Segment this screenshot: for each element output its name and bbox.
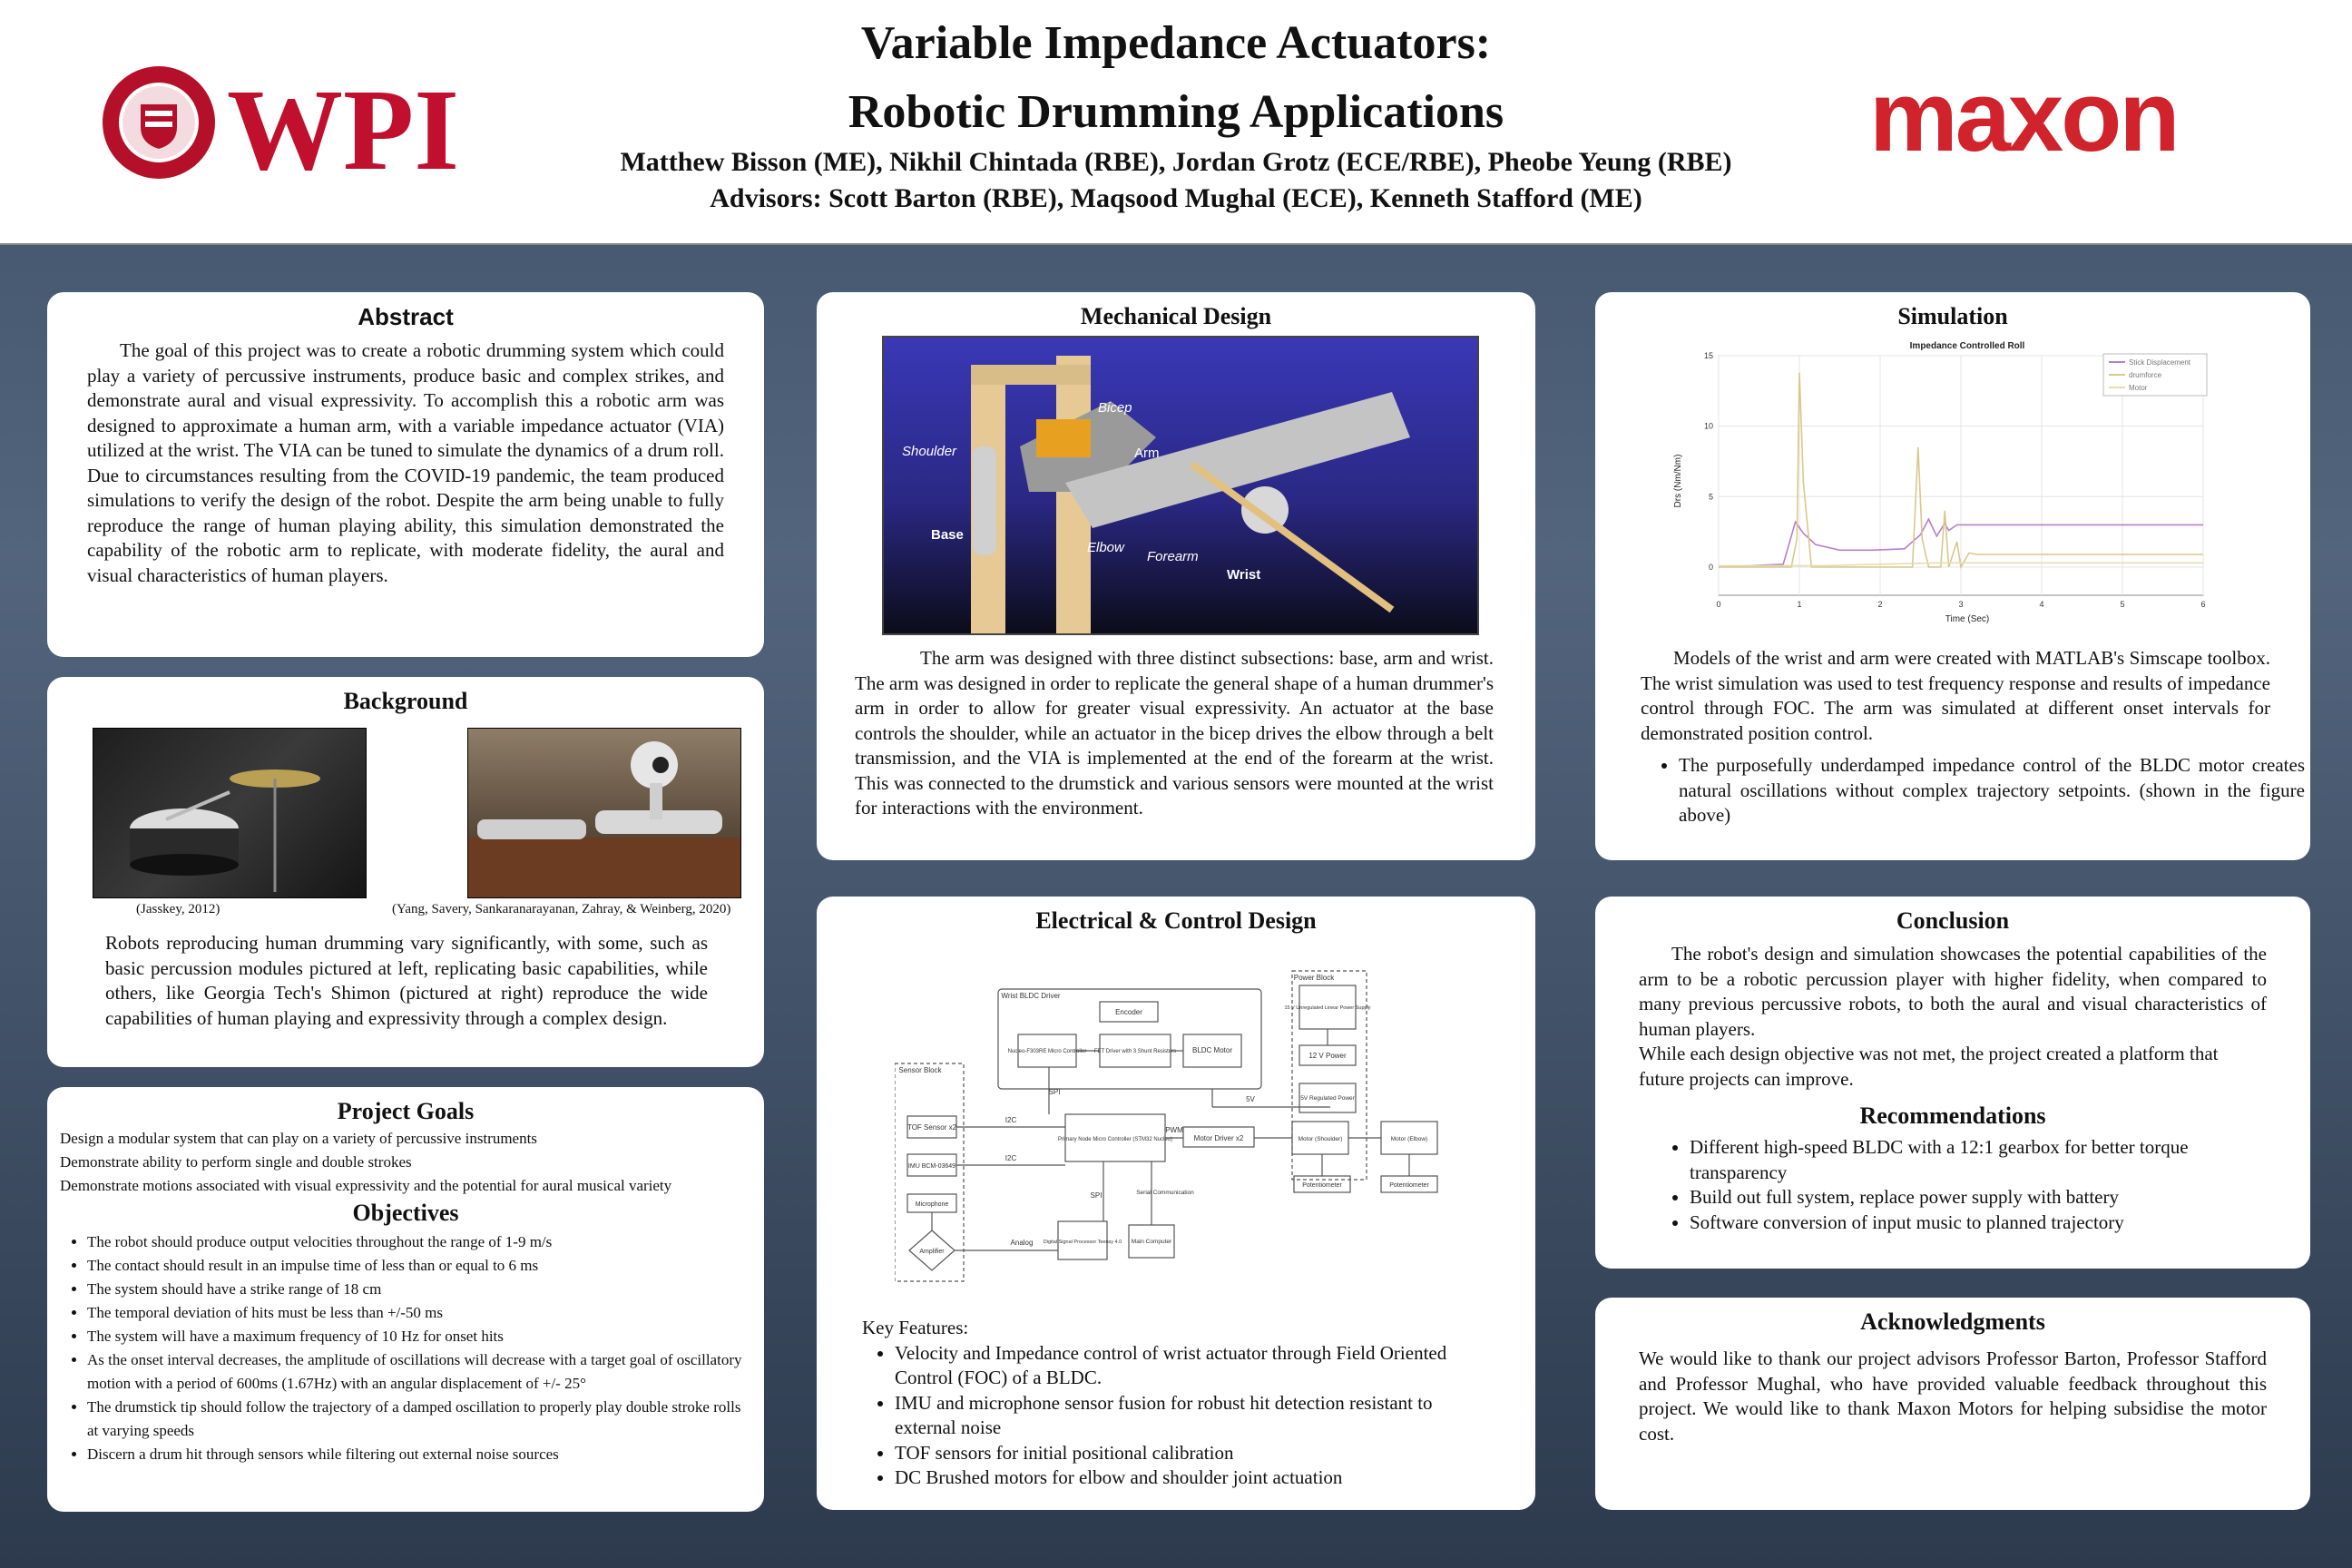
dg-pwm: PWM xyxy=(1165,1126,1183,1134)
dg-main-computer: Main Computer xyxy=(1131,1239,1172,1245)
objective-item: • The system will have a maximum frequency of 10 Hz for onset hits xyxy=(87,1325,751,1348)
dg-wrist-group: Wrist BLDC Driver xyxy=(1001,992,1061,1000)
advisors: Advisors: Scott Barton (RBE), Maqsood Mughal (ECE), Kenneth Stafford (ME) xyxy=(710,183,1642,213)
conclusion-panel xyxy=(1595,897,2310,1269)
x-tick-label: 6 xyxy=(2200,600,2206,609)
dg-encoder: Encoder xyxy=(1115,1008,1142,1016)
dg-motor-shoulder: Motor (Shoulder) xyxy=(1298,1136,1343,1142)
dg-sensor-group: Sensor Block xyxy=(898,1066,942,1074)
background-caption-right: (Yang, Savery, Sankaranarayanan, Zahray, & Weinberg, 2020) xyxy=(392,902,731,916)
objective-item: • The temporal deviation of hits must be less than +/-50 ms xyxy=(87,1301,751,1325)
label-bicep: Bicep xyxy=(1098,400,1132,416)
objectives-heading: Objectives xyxy=(352,1200,459,1226)
conclusion-text-2: While each design objective was not met, the project created a platform that future projects can improve. xyxy=(1639,1043,2219,1090)
key-features-list xyxy=(862,1341,1497,1491)
label-arm: Arm xyxy=(1134,446,1160,461)
dg-v5b: 5V xyxy=(1246,1095,1255,1103)
key-features-heading: Key Features: xyxy=(862,1317,969,1338)
label-forearm: Forearm xyxy=(1147,549,1199,564)
dg-v15: 15 V Unregulated Linear Power Supply xyxy=(1284,1005,1371,1011)
drum-kit-image xyxy=(93,728,367,898)
y-tick-label: 5 xyxy=(1708,492,1713,502)
dg-imu: IMU BCM-03649 xyxy=(907,1163,956,1170)
project-goals-panel xyxy=(47,1087,764,1512)
dg-pot1: Potentiometer xyxy=(1302,1182,1342,1189)
simulation-panel xyxy=(1595,292,2310,860)
dg-bldc: BLDC Motor xyxy=(1191,1046,1233,1054)
dg-analog: Analog xyxy=(1010,1239,1034,1247)
abstract-text: The goal of this project was to create a robotic drumming system which could play a variety of percussive instruments, produce basic and complex strikes, and demonstrate aural and visual expressivity. To accomplish this a robotic arm was designed to approximate a human arm, with a variable impedance actuator (VIA) utilized at the wrist. The VIA can be tuned to simulate the dynamics of a drum roll. Due to circumstances resulting from the COVID-19 pandemic, the team produced simulations to verify the design of the robot. Despite the arm being unable to fully reproduce the range of human playing ability, this simulation demonstrated the capability of the robotic arm to replicate, with moderate fidelity, the aural and visual characteristics of human players. xyxy=(87,339,724,586)
background-caption-left: (Jasskey, 2012) xyxy=(136,902,220,916)
dg-serial: Serial Communication xyxy=(1136,1190,1194,1196)
x-tick-label: 0 xyxy=(1716,600,1721,609)
feature-item: • TOF sensors for initial positional calibration xyxy=(895,1441,1497,1466)
background-panel xyxy=(47,677,764,1067)
control-block-diagram xyxy=(895,962,1457,1289)
mechanical-heading: Mechanical Design xyxy=(1080,303,1272,329)
simulation-bullets xyxy=(1646,753,2305,828)
background-text: Robots reproducing human drumming vary significantly, with some, such as basic percussion modules pictured at left, replicating basic capabilities, while others, like Georgia Tech's Shimon (pictured at right) reproduce the wide capabilities of human playing and expressivity through a complex design. xyxy=(105,932,708,1029)
background-heading: Background xyxy=(343,688,468,714)
dg-dsp: Digital Signal Processor Teensy 4.0 xyxy=(1043,1240,1122,1245)
dg-amp: Amplifier xyxy=(919,1249,945,1255)
simulation-heading: Simulation xyxy=(1897,303,2008,329)
arm-cad-image xyxy=(882,336,1479,635)
legend-entry: Stick Displacement xyxy=(2129,358,2191,367)
chart-xlabel: Time (Sec) xyxy=(1945,614,1990,624)
shimon-robot-image xyxy=(467,728,741,898)
dg-mic: Microphone xyxy=(915,1201,949,1208)
x-tick-label: 5 xyxy=(2120,600,2125,609)
feature-item: • Velocity and Impedance control of wrist actuator through Field Oriented Control (FOC) of a BLDC. xyxy=(895,1341,1497,1391)
recommendations-heading: Recommendations xyxy=(1859,1102,2046,1129)
objective-item: • As the onset interval decreases, the amplitude of oscillations will decrease with a target goal of oscillatory motion with a period of 600ms (1.67Hz) with an angular displacement of +/- 25° xyxy=(87,1348,751,1396)
electrical-control-panel xyxy=(817,897,1535,1510)
chart-legend xyxy=(2103,354,2207,396)
dg-tof: TOF Sensor x2 xyxy=(906,1123,957,1132)
acknowledgments-panel xyxy=(1595,1298,2310,1510)
dg-i2c1: I2C xyxy=(1004,1116,1017,1124)
goal-item: Demonstrate ability to perform single and double strokes xyxy=(60,1153,412,1171)
legend-entry: Motor xyxy=(2129,384,2148,392)
recommendation-item: • Different high-speed BLDC with a 12:1 gearbox for better torque transparency xyxy=(1690,1135,2225,1185)
chart-title: Impedance Controlled Roll xyxy=(1909,341,2025,351)
impedance-roll-chart xyxy=(1668,336,2230,626)
goal-item: Demonstrate motions associated with visual expressivity and the potential for aural musical variety xyxy=(60,1177,672,1194)
legend-entry: drumforce xyxy=(2129,371,2162,379)
objective-item: • The contact should result in an impulse time of less than or equal to 6 ms xyxy=(87,1254,751,1278)
dg-primary: Primary Node Micro Controller (STM32 Nucleo) xyxy=(1057,1137,1173,1142)
label-wrist: Wrist xyxy=(1227,567,1261,583)
key-features xyxy=(862,1316,1497,1491)
dg-spi2: SPI xyxy=(1090,1191,1102,1200)
conclusion-text: The robot's design and simulation showcases the potential capabilities of the arm to be a robotic percussion player with higher fidelity, when compared to many previous percussive robots, to both the aural and visual characteristics of human players. xyxy=(1639,943,2267,1040)
x-tick-label: 3 xyxy=(1958,600,1964,609)
dg-power-group: Power Block xyxy=(1293,974,1335,982)
electrical-heading: Electrical & Control Design xyxy=(1035,907,1317,934)
poster-title-line1: Variable Impedance Actuators: xyxy=(860,17,1492,69)
dg-motor-driver: Motor Driver x2 xyxy=(1193,1134,1244,1142)
y-tick-label: 15 xyxy=(1703,351,1713,360)
mechanical-design-panel xyxy=(817,292,1535,860)
label-base: Base xyxy=(931,527,964,543)
dg-v5: 5V Regulated Power xyxy=(1300,1095,1355,1102)
authors: Matthew Bisson (ME), Nikhil Chintada (RBE), Jordan Grotz (ECE/RBE), Pheobe Yeung (RBE) xyxy=(620,147,1732,177)
x-tick-label: 2 xyxy=(1877,600,1883,609)
label-shoulder: Shoulder xyxy=(902,444,957,459)
project-goals-list xyxy=(60,1127,751,1198)
chart-ylabel: Drs (Nm/Nm) xyxy=(1673,454,1683,508)
label-elbow: Elbow xyxy=(1087,540,1124,555)
x-tick-label: 4 xyxy=(2039,600,2044,609)
acknowledgments-text: We would like to thank our project advisors Professor Barton, Professor Stafford and Professor Mughal, who have provided valuable feedback throughout this project. We would like to thank Maxon Motors for helping subsidise the motor cost. xyxy=(1639,1348,2267,1445)
acknowledgments-heading: Acknowledgments xyxy=(1860,1308,2045,1335)
mechanical-text: The arm was designed with three distinct subsections: base, arm and wrist. The arm was designed in order to replicate the general shape of a human drummer's arm in order to allow for greater visual expressivity. An actuator at the base controls the shoulder, while an actuator in the bicep drives the elbow through a belt transmission, and the VIA is implemented at the end of the forearm at the wrist. This was connected to the drumstick and various sensors were mounted at the wrist for interactions with the environment. xyxy=(855,647,1494,818)
objective-item: • The robot should produce output velocities throughout the range of 1-9 m/s xyxy=(87,1230,751,1254)
dg-pot2: Potentiometer xyxy=(1389,1182,1429,1189)
conclusion-heading: Conclusion xyxy=(1896,907,2010,934)
feature-item: • DC Brushed motors for elbow and shoulder joint actuation xyxy=(895,1465,1497,1491)
abstract-heading: Abstract xyxy=(358,303,454,330)
x-tick-label: 1 xyxy=(1797,600,1802,609)
objectives-list xyxy=(60,1230,751,1466)
project-goals-heading: Project Goals xyxy=(337,1098,475,1124)
y-tick-label: 0 xyxy=(1708,562,1713,572)
simulation-text: Models of the wrist and arm were created with MATLAB's Simscape toolbox. The wrist simulation was used to test frequency response and results of impedance control through FOC. The arm was simulated at different onset intervals for demonstrated position control. xyxy=(1641,647,2270,744)
poster-header xyxy=(0,0,2352,245)
y-tick-label: 10 xyxy=(1703,421,1713,431)
objective-item: • The system should have a strike range of 18 cm xyxy=(87,1278,751,1301)
maxon-logo: maxon xyxy=(1869,61,2178,172)
wpi-logo-text: WPI xyxy=(227,65,459,181)
dg-nucleo: Nucleo-F303RE Micro Controller xyxy=(1007,1049,1087,1054)
goal-item: Design a modular system that can play on a variety of percussive instruments xyxy=(60,1130,537,1147)
feature-item: • IMU and microphone sensor fusion for robust hit detection resistant to external noise xyxy=(895,1391,1497,1441)
poster-title-line2: Robotic Drumming Applications xyxy=(848,86,1504,138)
abstract-panel xyxy=(47,292,764,657)
objective-item: • Discern a drum hit through sensors while filtering out external noise sources xyxy=(87,1443,751,1466)
recommendation-item: • Software conversion of input music to planned trajectory xyxy=(1690,1210,2225,1236)
dg-fet: FET Driver with 3 Shunt Resistors xyxy=(1093,1049,1177,1054)
dg-motor-elbow: Motor (Elbow) xyxy=(1390,1136,1428,1142)
recommendation-item: • Build out full system, replace power supply with battery xyxy=(1690,1185,2225,1210)
dg-spi1: SPI xyxy=(1048,1088,1061,1096)
dg-v12: 12 V Power xyxy=(1308,1052,1347,1060)
dg-i2c2: I2C xyxy=(1004,1154,1017,1162)
objective-item: • The drumstick tip should follow the trajectory of a damped oscillation to properly play double stroke rolls at varying speeds xyxy=(87,1396,751,1443)
simulation-bullet: • The purposefully underdamped impedance control of the BLDC motor creates natural oscillations without complex trajectory setpoints. (shown in the figure above) xyxy=(1679,753,2305,828)
recommendations-list xyxy=(1639,1135,2225,1235)
